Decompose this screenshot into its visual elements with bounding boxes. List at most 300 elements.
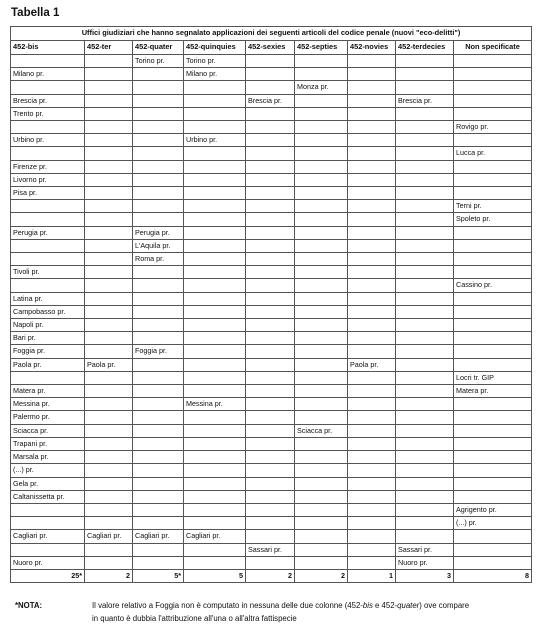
table-cell	[396, 200, 454, 213]
table-cell	[184, 121, 246, 134]
table-row	[11, 279, 532, 292]
table-cell: Milano pr.	[184, 68, 246, 81]
table-cell: Locri tr. GIP	[454, 371, 532, 384]
table-cell	[348, 305, 396, 318]
table-cell: Perugia pr.	[133, 226, 184, 239]
table-cell	[396, 81, 454, 94]
table-cell	[133, 319, 184, 332]
table-cell	[396, 451, 454, 464]
table-cell	[11, 81, 85, 94]
table-cell	[295, 253, 348, 266]
table-cell	[348, 437, 396, 450]
table-cell: Messina pr.	[184, 398, 246, 411]
table-cell	[454, 358, 532, 371]
table-caption-row	[11, 27, 532, 41]
table-cell	[85, 200, 133, 213]
table-cell	[11, 55, 85, 68]
table-cell	[396, 503, 454, 516]
table-cell	[133, 398, 184, 411]
table-cell	[396, 134, 454, 147]
table-cell	[184, 464, 246, 477]
table-cell	[246, 253, 295, 266]
table-row	[11, 253, 532, 266]
table-cell	[184, 490, 246, 503]
table-cell	[184, 200, 246, 213]
table-cell	[85, 490, 133, 503]
table-cell	[348, 239, 396, 252]
table-cell: Cagliari pr.	[133, 530, 184, 543]
table-cell	[348, 81, 396, 94]
table-cell	[246, 266, 295, 279]
table-cell	[246, 226, 295, 239]
table-cell	[348, 332, 396, 345]
table-cell	[184, 437, 246, 450]
table-cell: L'Aquila pr.	[133, 239, 184, 252]
table-row	[11, 68, 532, 81]
table-cell	[133, 173, 184, 186]
table-cell	[396, 147, 454, 160]
table-cell	[85, 187, 133, 200]
table-cell: Milano pr.	[11, 68, 85, 81]
table-cell	[85, 121, 133, 134]
table-row	[11, 94, 532, 107]
table-cell	[348, 319, 396, 332]
table-cell	[133, 147, 184, 160]
table-cell	[295, 292, 348, 305]
table-cell	[396, 424, 454, 437]
table-cell	[295, 530, 348, 543]
table-cell	[184, 305, 246, 318]
table-cell	[295, 266, 348, 279]
table-cell: Marsala pr.	[11, 451, 85, 464]
table-cell	[133, 292, 184, 305]
table-row	[11, 385, 532, 398]
table-cell: (...) pr.	[11, 464, 85, 477]
table-row	[11, 398, 532, 411]
table-cell	[184, 160, 246, 173]
table-cell	[246, 55, 295, 68]
table-caption: Uffici giudiziari che hanno segnalato applicazioni dei seguenti articoli del codice penale (nuovi "eco-delitti")	[11, 27, 532, 41]
table-row	[11, 517, 532, 530]
table-cell	[348, 279, 396, 292]
table-cell	[295, 517, 348, 530]
table-cell: Pisa pr.	[11, 187, 85, 200]
table-cell	[348, 292, 396, 305]
table-cell	[454, 81, 532, 94]
note-line1-c: ) ove compare	[419, 601, 470, 610]
total-cell: 25*	[11, 569, 85, 582]
table-cell	[246, 107, 295, 120]
table-cell	[246, 517, 295, 530]
table-cell	[184, 477, 246, 490]
table-row	[11, 411, 532, 424]
table-cell	[396, 530, 454, 543]
table-cell	[396, 213, 454, 226]
table-cell	[348, 490, 396, 503]
table-cell	[454, 68, 532, 81]
table-cell	[396, 160, 454, 173]
table-row	[11, 464, 532, 477]
table-cell: Matera pr.	[454, 385, 532, 398]
table-cell: (...) pr.	[454, 517, 532, 530]
table-row	[11, 490, 532, 503]
table-cell	[184, 503, 246, 516]
table-cell	[85, 451, 133, 464]
table-cell	[85, 292, 133, 305]
table-cell	[396, 266, 454, 279]
table-row	[11, 147, 532, 160]
table-cell	[348, 187, 396, 200]
table-cell	[85, 319, 133, 332]
table-cell: Sassari pr.	[246, 543, 295, 556]
table-row	[11, 556, 532, 569]
table-cell	[295, 398, 348, 411]
table-cell	[295, 358, 348, 371]
table-cell	[454, 332, 532, 345]
table-cell	[85, 147, 133, 160]
table-cell: Nuoro pr.	[396, 556, 454, 569]
table-cell: Paola pr.	[85, 358, 133, 371]
note-line1-a: Il valore relativo a Foggia non è computato in nessuna delle due colonne (452-	[92, 601, 363, 610]
table-cell	[295, 332, 348, 345]
table-cell	[246, 239, 295, 252]
table-cell	[396, 398, 454, 411]
table-cell	[454, 292, 532, 305]
table-cell	[184, 279, 246, 292]
note-label: *NOTA:	[15, 601, 43, 610]
column-header: 452-ter	[85, 41, 133, 55]
table-cell	[11, 371, 85, 384]
note-line1-bis: bis	[362, 601, 373, 610]
table-cell	[348, 147, 396, 160]
table-cell: Sciacca pr.	[295, 424, 348, 437]
table-cell	[396, 107, 454, 120]
table-cell: Tivoli pr.	[11, 266, 85, 279]
table-cell	[295, 411, 348, 424]
table-cell	[184, 345, 246, 358]
table-cell: Brescia pr.	[11, 94, 85, 107]
table-cell	[348, 253, 396, 266]
totals-row	[11, 569, 532, 582]
table-cell	[454, 134, 532, 147]
table-cell	[246, 385, 295, 398]
table-row	[11, 451, 532, 464]
table-cell	[295, 68, 348, 81]
table-cell	[454, 490, 532, 503]
table-cell	[11, 213, 85, 226]
table-cell	[184, 147, 246, 160]
table-cell	[295, 490, 348, 503]
table-cell: Roma pr.	[133, 253, 184, 266]
table-cell	[454, 464, 532, 477]
table-cell	[85, 134, 133, 147]
table-cell	[133, 517, 184, 530]
table-row	[11, 332, 532, 345]
table-cell	[246, 451, 295, 464]
table-cell	[295, 173, 348, 186]
total-cell: 2	[295, 569, 348, 582]
table-title: Tabella 1	[11, 7, 60, 19]
table-cell	[295, 371, 348, 384]
table-cell	[85, 398, 133, 411]
note-line1-b: e 452-	[372, 601, 398, 610]
table-cell	[133, 477, 184, 490]
table-cell	[85, 517, 133, 530]
table-cell	[396, 305, 454, 318]
table-cell	[11, 200, 85, 213]
table-cell	[133, 385, 184, 398]
table-cell	[133, 68, 184, 81]
table-cell	[454, 239, 532, 252]
table-cell	[246, 279, 295, 292]
table-cell	[246, 556, 295, 569]
table-cell	[85, 279, 133, 292]
column-header: Non specificate	[454, 41, 532, 55]
table-cell	[396, 332, 454, 345]
table-row	[11, 200, 532, 213]
table-cell	[133, 121, 184, 134]
table-cell	[396, 253, 454, 266]
table-cell	[295, 464, 348, 477]
table-cell	[246, 398, 295, 411]
table-cell: Bari pr.	[11, 332, 85, 345]
table-cell	[133, 187, 184, 200]
table-cell	[246, 68, 295, 81]
table-cell	[396, 358, 454, 371]
table-cell	[246, 411, 295, 424]
table-cell	[133, 556, 184, 569]
table-cell: Foggia pr.	[133, 345, 184, 358]
table-cell	[396, 385, 454, 398]
table-cell	[454, 226, 532, 239]
table-cell	[85, 160, 133, 173]
table-cell	[246, 424, 295, 437]
table-cell	[184, 173, 246, 186]
table-cell	[396, 437, 454, 450]
column-header: 452-terdecies	[396, 41, 454, 55]
table-cell	[295, 437, 348, 450]
table-cell: Gela pr.	[11, 477, 85, 490]
table-row	[11, 371, 532, 384]
table-cell	[246, 319, 295, 332]
table-row	[11, 226, 532, 239]
table-cell	[454, 160, 532, 173]
table-cell	[295, 213, 348, 226]
table-cell	[396, 371, 454, 384]
table-cell	[85, 477, 133, 490]
table-cell: Paola pr.	[11, 358, 85, 371]
table-cell	[85, 464, 133, 477]
table-cell	[454, 107, 532, 120]
table-cell: Trento pr.	[11, 107, 85, 120]
table-cell	[133, 266, 184, 279]
table-row	[11, 503, 532, 516]
table-cell: Cagliari pr.	[184, 530, 246, 543]
table-cell	[454, 305, 532, 318]
table-cell: Cagliari pr.	[85, 530, 133, 543]
table-cell	[348, 121, 396, 134]
table-cell	[348, 200, 396, 213]
table-cell	[133, 305, 184, 318]
table-cell: Messina pr.	[11, 398, 85, 411]
table-cell	[295, 160, 348, 173]
table-cell	[184, 517, 246, 530]
note-line2: in quanto è dubbia l'attribuzione all'una o all'altra fattispecie	[92, 613, 297, 623]
table-cell	[133, 543, 184, 556]
table-cell	[85, 55, 133, 68]
table-cell	[454, 556, 532, 569]
table-cell	[133, 107, 184, 120]
table-cell	[184, 385, 246, 398]
table-cell	[246, 371, 295, 384]
table-cell	[85, 68, 133, 81]
table-row	[11, 292, 532, 305]
table-cell: Livorno pr.	[11, 173, 85, 186]
table-cell	[348, 530, 396, 543]
table-cell	[133, 81, 184, 94]
table-cell: Urbino pr.	[184, 134, 246, 147]
table-cell	[133, 279, 184, 292]
table-cell	[396, 464, 454, 477]
table-cell	[348, 345, 396, 358]
table-cell	[184, 226, 246, 239]
table-cell	[396, 411, 454, 424]
table-cell	[85, 305, 133, 318]
table-cell	[348, 517, 396, 530]
table-cell	[295, 226, 348, 239]
table-row	[11, 530, 532, 543]
column-header: 452-novies	[348, 41, 396, 55]
table-cell: Cassino pr.	[454, 279, 532, 292]
table-cell	[396, 68, 454, 81]
table-cell	[348, 556, 396, 569]
table-cell	[348, 134, 396, 147]
table-cell	[396, 173, 454, 186]
table-cell	[295, 147, 348, 160]
table-cell	[246, 530, 295, 543]
table-cell: Spoleto pr.	[454, 213, 532, 226]
table-cell	[85, 371, 133, 384]
table-cell	[348, 173, 396, 186]
table-cell	[184, 332, 246, 345]
table-cell	[295, 187, 348, 200]
table-cell	[348, 371, 396, 384]
table-row	[11, 187, 532, 200]
table-cell	[133, 94, 184, 107]
table-cell	[133, 160, 184, 173]
table-cell	[295, 319, 348, 332]
table-cell: Rovigo pr.	[454, 121, 532, 134]
offices-table	[10, 26, 532, 583]
table-cell	[454, 94, 532, 107]
table-cell	[85, 345, 133, 358]
table-cell	[246, 173, 295, 186]
table-cell	[85, 556, 133, 569]
table-cell	[348, 68, 396, 81]
table-cell: Terni pr.	[454, 200, 532, 213]
table-row	[11, 345, 532, 358]
table-cell	[348, 464, 396, 477]
table-cell	[454, 319, 532, 332]
table-cell	[295, 134, 348, 147]
table-cell	[246, 345, 295, 358]
table-cell	[348, 398, 396, 411]
table-cell	[246, 121, 295, 134]
table-cell	[133, 411, 184, 424]
table-cell	[85, 266, 133, 279]
table-cell	[133, 213, 184, 226]
table-cell	[454, 253, 532, 266]
column-header: 452-quater	[133, 41, 184, 55]
table-cell	[11, 503, 85, 516]
table-cell	[85, 239, 133, 252]
table-cell: Sciacca pr.	[11, 424, 85, 437]
table-cell	[184, 187, 246, 200]
note-line1-quater: quater	[397, 601, 420, 610]
table-cell	[396, 345, 454, 358]
table-cell	[348, 94, 396, 107]
column-header: 452-quinquies	[184, 41, 246, 55]
table-cell: Agrigento pr.	[454, 503, 532, 516]
table-cell	[85, 424, 133, 437]
table-cell: Nuoro pr.	[11, 556, 85, 569]
total-cell: 5	[184, 569, 246, 582]
table-cell: Torino pr.	[184, 55, 246, 68]
table-cell	[348, 411, 396, 424]
table-cell	[396, 226, 454, 239]
table-cell	[246, 213, 295, 226]
table-cell	[11, 543, 85, 556]
table-cell	[348, 55, 396, 68]
table-cell	[246, 160, 295, 173]
table-cell	[348, 543, 396, 556]
table-row	[11, 160, 532, 173]
table-row	[11, 55, 532, 68]
table-cell	[295, 94, 348, 107]
table-cell	[184, 424, 246, 437]
header-row	[11, 41, 532, 55]
table-cell	[85, 411, 133, 424]
table-cell	[85, 543, 133, 556]
table-cell	[133, 490, 184, 503]
table-cell	[184, 371, 246, 384]
table-cell	[348, 385, 396, 398]
table-row	[11, 358, 532, 371]
table-cell	[295, 107, 348, 120]
table-cell	[133, 200, 184, 213]
table-cell	[133, 464, 184, 477]
table-cell	[396, 187, 454, 200]
total-cell: 5*	[133, 569, 184, 582]
table-cell	[396, 490, 454, 503]
table-cell	[295, 305, 348, 318]
table-cell	[246, 503, 295, 516]
table-cell: Caltanissetta pr.	[11, 490, 85, 503]
table-cell	[184, 94, 246, 107]
table-cell	[246, 134, 295, 147]
table-cell	[133, 437, 184, 450]
table-cell	[396, 292, 454, 305]
table-cell	[246, 305, 295, 318]
table-cell	[85, 81, 133, 94]
table-cell	[11, 147, 85, 160]
column-header: 452-sexies	[246, 41, 295, 55]
table-cell	[246, 187, 295, 200]
table-cell: Firenze pr.	[11, 160, 85, 173]
table-cell	[184, 213, 246, 226]
table-cell	[184, 451, 246, 464]
table-cell	[184, 239, 246, 252]
